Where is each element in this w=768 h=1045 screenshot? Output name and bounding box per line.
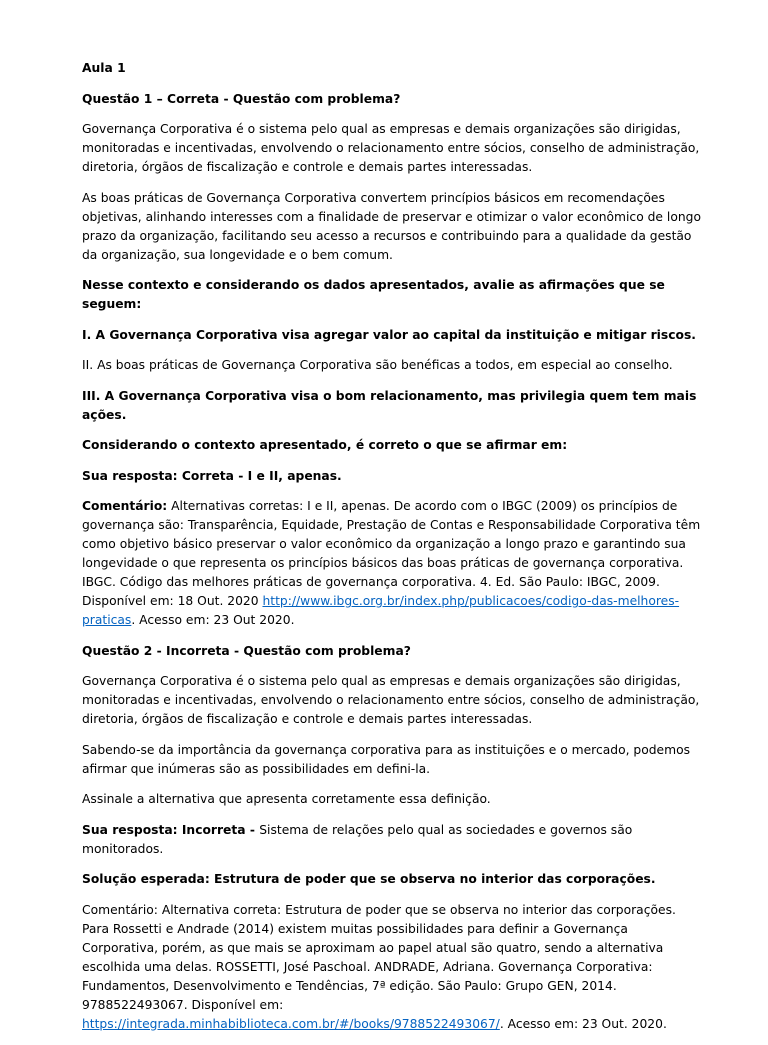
question-2-paragraph-1: Governança Corporativa é o sistema pelo qual as empresas e demais organizações são dirigidas, monitoradas e incentivadas, envolvendo o relacionamento entre sócios, conselho de administração, diretoria, órgãos de fiscalização e controle e demais partes interessadas. bbox=[82, 674, 700, 726]
question-1-heading: Questão 1 – Correta - Questão com problema? bbox=[82, 91, 401, 106]
comment-text: Alternativas corretas: I e II, apenas. De acordo com o IBGC (2009) os princípios de governança são: Transparência, Equidade, Prestação de Contas e Responsabilidade Corporativa têm como objetivo básico preservar o valor econômico da organização a longo prazo e garantindo sua longevidade o que representa os princípios básicos das boas práticas de governança corporativa. IBGC. Código das melhores práticas de governança corporativa. 4. Ed. São Paulo: IBGC, 2009. Disponível em: 18 Out. 2020 bbox=[82, 499, 701, 608]
question-2-instruction: Assinale a alternativa que apresenta corretamente essa definição. bbox=[82, 792, 491, 806]
question-1-prompt: Nesse contexto e considerando os dados apresentados, avalie as afirmações que se seguem: bbox=[82, 278, 665, 311]
ibgc-link[interactable]: http://www.ibgc.org.br/index.php/publicacoes/codigo-das-melhores-praticas bbox=[82, 594, 680, 627]
question-1-statement-2: II. As boas práticas de Governança Corporativa são benéficas a todos, em especial ao conselho. bbox=[82, 358, 673, 372]
question-2-heading: Questão 2 - Incorreta - Questão com problema? bbox=[82, 643, 411, 658]
comment-access-date: . Acesso em: 23 Out 2020. bbox=[131, 613, 295, 627]
lesson-title: Aula 1 bbox=[82, 61, 126, 75]
question-2-paragraph-2: Sabendo-se da importância da governança corporativa para as instituições e o mercado, podemos afirmar que inúmeras são as possibilidades em defini-la. bbox=[82, 742, 691, 776]
question-2-answer bbox=[82, 821, 702, 859]
question-1-paragraph-1: Governança Corporativa é o sistema pelo qual as empresas e demais organizações são dirigidas, monitoradas e incentivadas, envolvendo o relacionamento entre sócios, conselho de administração, diretoria, órgãos de fiscalização e controle e demais partes interessadas. bbox=[82, 122, 700, 174]
answer-text: Sistema de relações pelo qual as sociedades e governos são monitorados. bbox=[82, 822, 633, 856]
question-1-statement-3: III. A Governança Corporativa visa o bom relacionamento, mas privilegia quem tem mais ações. bbox=[82, 388, 697, 422]
document-page bbox=[82, 59, 702, 1045]
question-2-comment bbox=[82, 901, 702, 1034]
question-1-comment bbox=[82, 497, 702, 630]
comment-label: Comentário: bbox=[82, 499, 168, 513]
comment-text: Comentário: Alternativa correta: Estrutura de poder que se observa no interior das corporações. Para Rossetti e Andrade (2014) existem muitas possibilidades para definir a Governança Corporativa, porém, as que mais se aproximam ao papel atual são quatro, sendo a alternativa escolhida uma delas. ROSSETTI, José Paschoal. ANDRADE, Adriana. Governança Corporativa: Fundamentos, Desenvolvimento e Tendências, 7ª edição. São Paulo: Grupo GEN, 2014. 9788522493067. Disponível em: bbox=[82, 902, 676, 1012]
question-2-expected-solution: Solução esperada: Estrutura de poder que se observa no interior das corporações. bbox=[82, 872, 656, 886]
question-1-statement-1: I. A Governança Corporativa visa agregar valor ao capital da instituição e mitigar riscos. bbox=[82, 327, 696, 342]
question-1-answer: Sua resposta: Correta - I e II, apenas. bbox=[82, 468, 342, 483]
minhabiblioteca-link[interactable]: https://integrada.minhabiblioteca.com.br/#/books/9788522493067/ bbox=[82, 1016, 500, 1031]
comment-access-date: . Acesso em: 23 Out. 2020. bbox=[499, 1016, 667, 1031]
question-1-paragraph-2: As boas práticas de Governança Corporativa convertem princípios básicos em recomendações objetivas, alinhando interesses com a finalidade de preservar e otimizar o valor econômico de longo prazo da organização, facilitando seu acesso a recursos e contribuindo para a qualidade da gestão da organização, sua longevidade e o bem comum. bbox=[82, 190, 701, 262]
answer-label: Sua resposta: Incorreta - bbox=[82, 822, 260, 837]
question-1-question: Considerando o contexto apresentado, é correto o que se afirmar em: bbox=[82, 438, 568, 452]
